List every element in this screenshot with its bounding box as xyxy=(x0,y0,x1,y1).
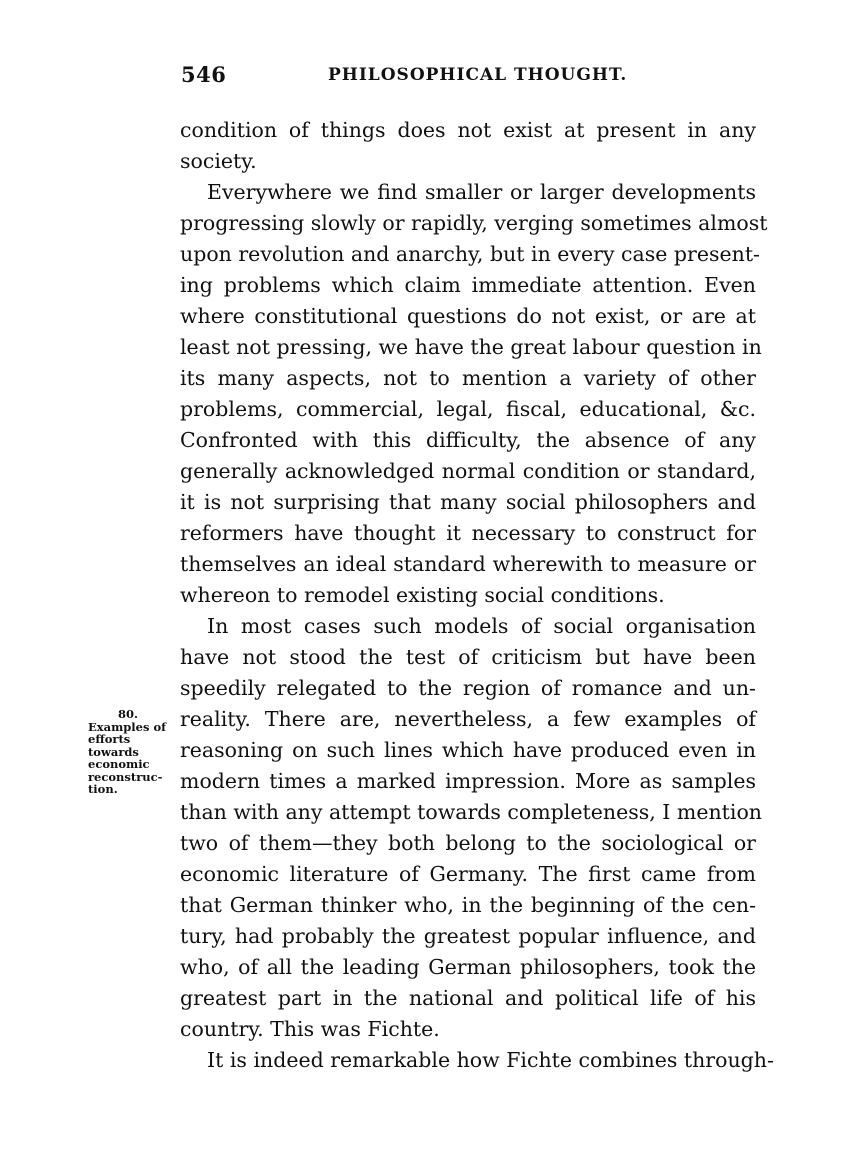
marginal-note xyxy=(88,708,178,796)
text-line: society. xyxy=(180,149,257,173)
marginal-note-line: Examples of xyxy=(88,719,167,734)
text-line: reality. There are, nevertheless, a few examples of xyxy=(180,707,756,731)
text-line: whereon to remodel existing social conditions. xyxy=(180,583,665,607)
text-line: greatest part in the national and political life of his xyxy=(180,986,756,1010)
marginal-note-line: economic xyxy=(88,757,150,771)
text-line: its many aspects, not to mention a variety of other xyxy=(180,366,756,390)
page-number: 546 xyxy=(181,62,227,87)
text-line: two of them—they both belong to the sociological or xyxy=(180,831,756,855)
text-line: economic literature of Germany. The first came from xyxy=(180,862,756,886)
text-line: have not stood the test of criticism but have been xyxy=(180,645,756,669)
text-line: that German thinker who, in the beginning of the cen- xyxy=(180,893,756,917)
text-line: upon revolution and anarchy, but in every case present- xyxy=(180,242,760,266)
text-line: It is indeed remarkable how Fichte combines through- xyxy=(207,1048,774,1072)
body-text xyxy=(180,115,774,1076)
text-line: reformers have thought it necessary to construct for xyxy=(180,521,756,545)
text-line: modern times a marked impression. More as samples xyxy=(180,769,756,793)
marginal-note-line: tion. xyxy=(88,782,118,796)
text-line: tury, had probably the greatest popular influence, and xyxy=(180,924,756,948)
text-line: generally acknowledged normal condition or standard, xyxy=(180,459,756,483)
text-line: progressing slowly or rapidly, verging sometimes almost xyxy=(180,211,768,235)
text-line: reasoning on such lines which have produced even in xyxy=(180,738,756,762)
marginal-note-number: 80. xyxy=(118,707,139,721)
text-line: themselves an ideal standard wherewith to measure or xyxy=(180,552,756,576)
text-line: than with any attempt towards completeness, I mention xyxy=(180,800,762,824)
text-line: condition of things does not exist at present in any xyxy=(180,118,756,142)
text-line: ing problems which claim immediate attention. Even xyxy=(180,273,756,297)
running-title: PHILOSOPHICAL THOUGHT. xyxy=(328,65,628,85)
text-line: least not pressing, we have the great labour question in xyxy=(180,335,762,359)
marginal-note-line: towards xyxy=(88,744,139,759)
text-line: where constitutional questions do not exist, or are at xyxy=(180,304,756,328)
marginal-note-line: efforts xyxy=(88,732,131,746)
text-line: who, of all the leading German philosophers, took the xyxy=(180,955,756,979)
text-line: In most cases such models of social organisation xyxy=(207,614,756,638)
text-line: country. This was Fichte. xyxy=(180,1017,440,1041)
text-line: Everywhere we find smaller or larger developments xyxy=(207,180,756,204)
marginal-note-line: reconstruc- xyxy=(88,769,163,784)
text-line: problems, commercial, legal, fiscal, educational, &c. xyxy=(180,397,756,421)
text-line: speedily relegated to the region of romance and un- xyxy=(180,676,756,700)
text-line: Confronted with this difficulty, the absence of any xyxy=(180,428,756,452)
text-line: it is not surprising that many social philosophers and xyxy=(180,490,756,514)
page-header xyxy=(181,62,756,92)
